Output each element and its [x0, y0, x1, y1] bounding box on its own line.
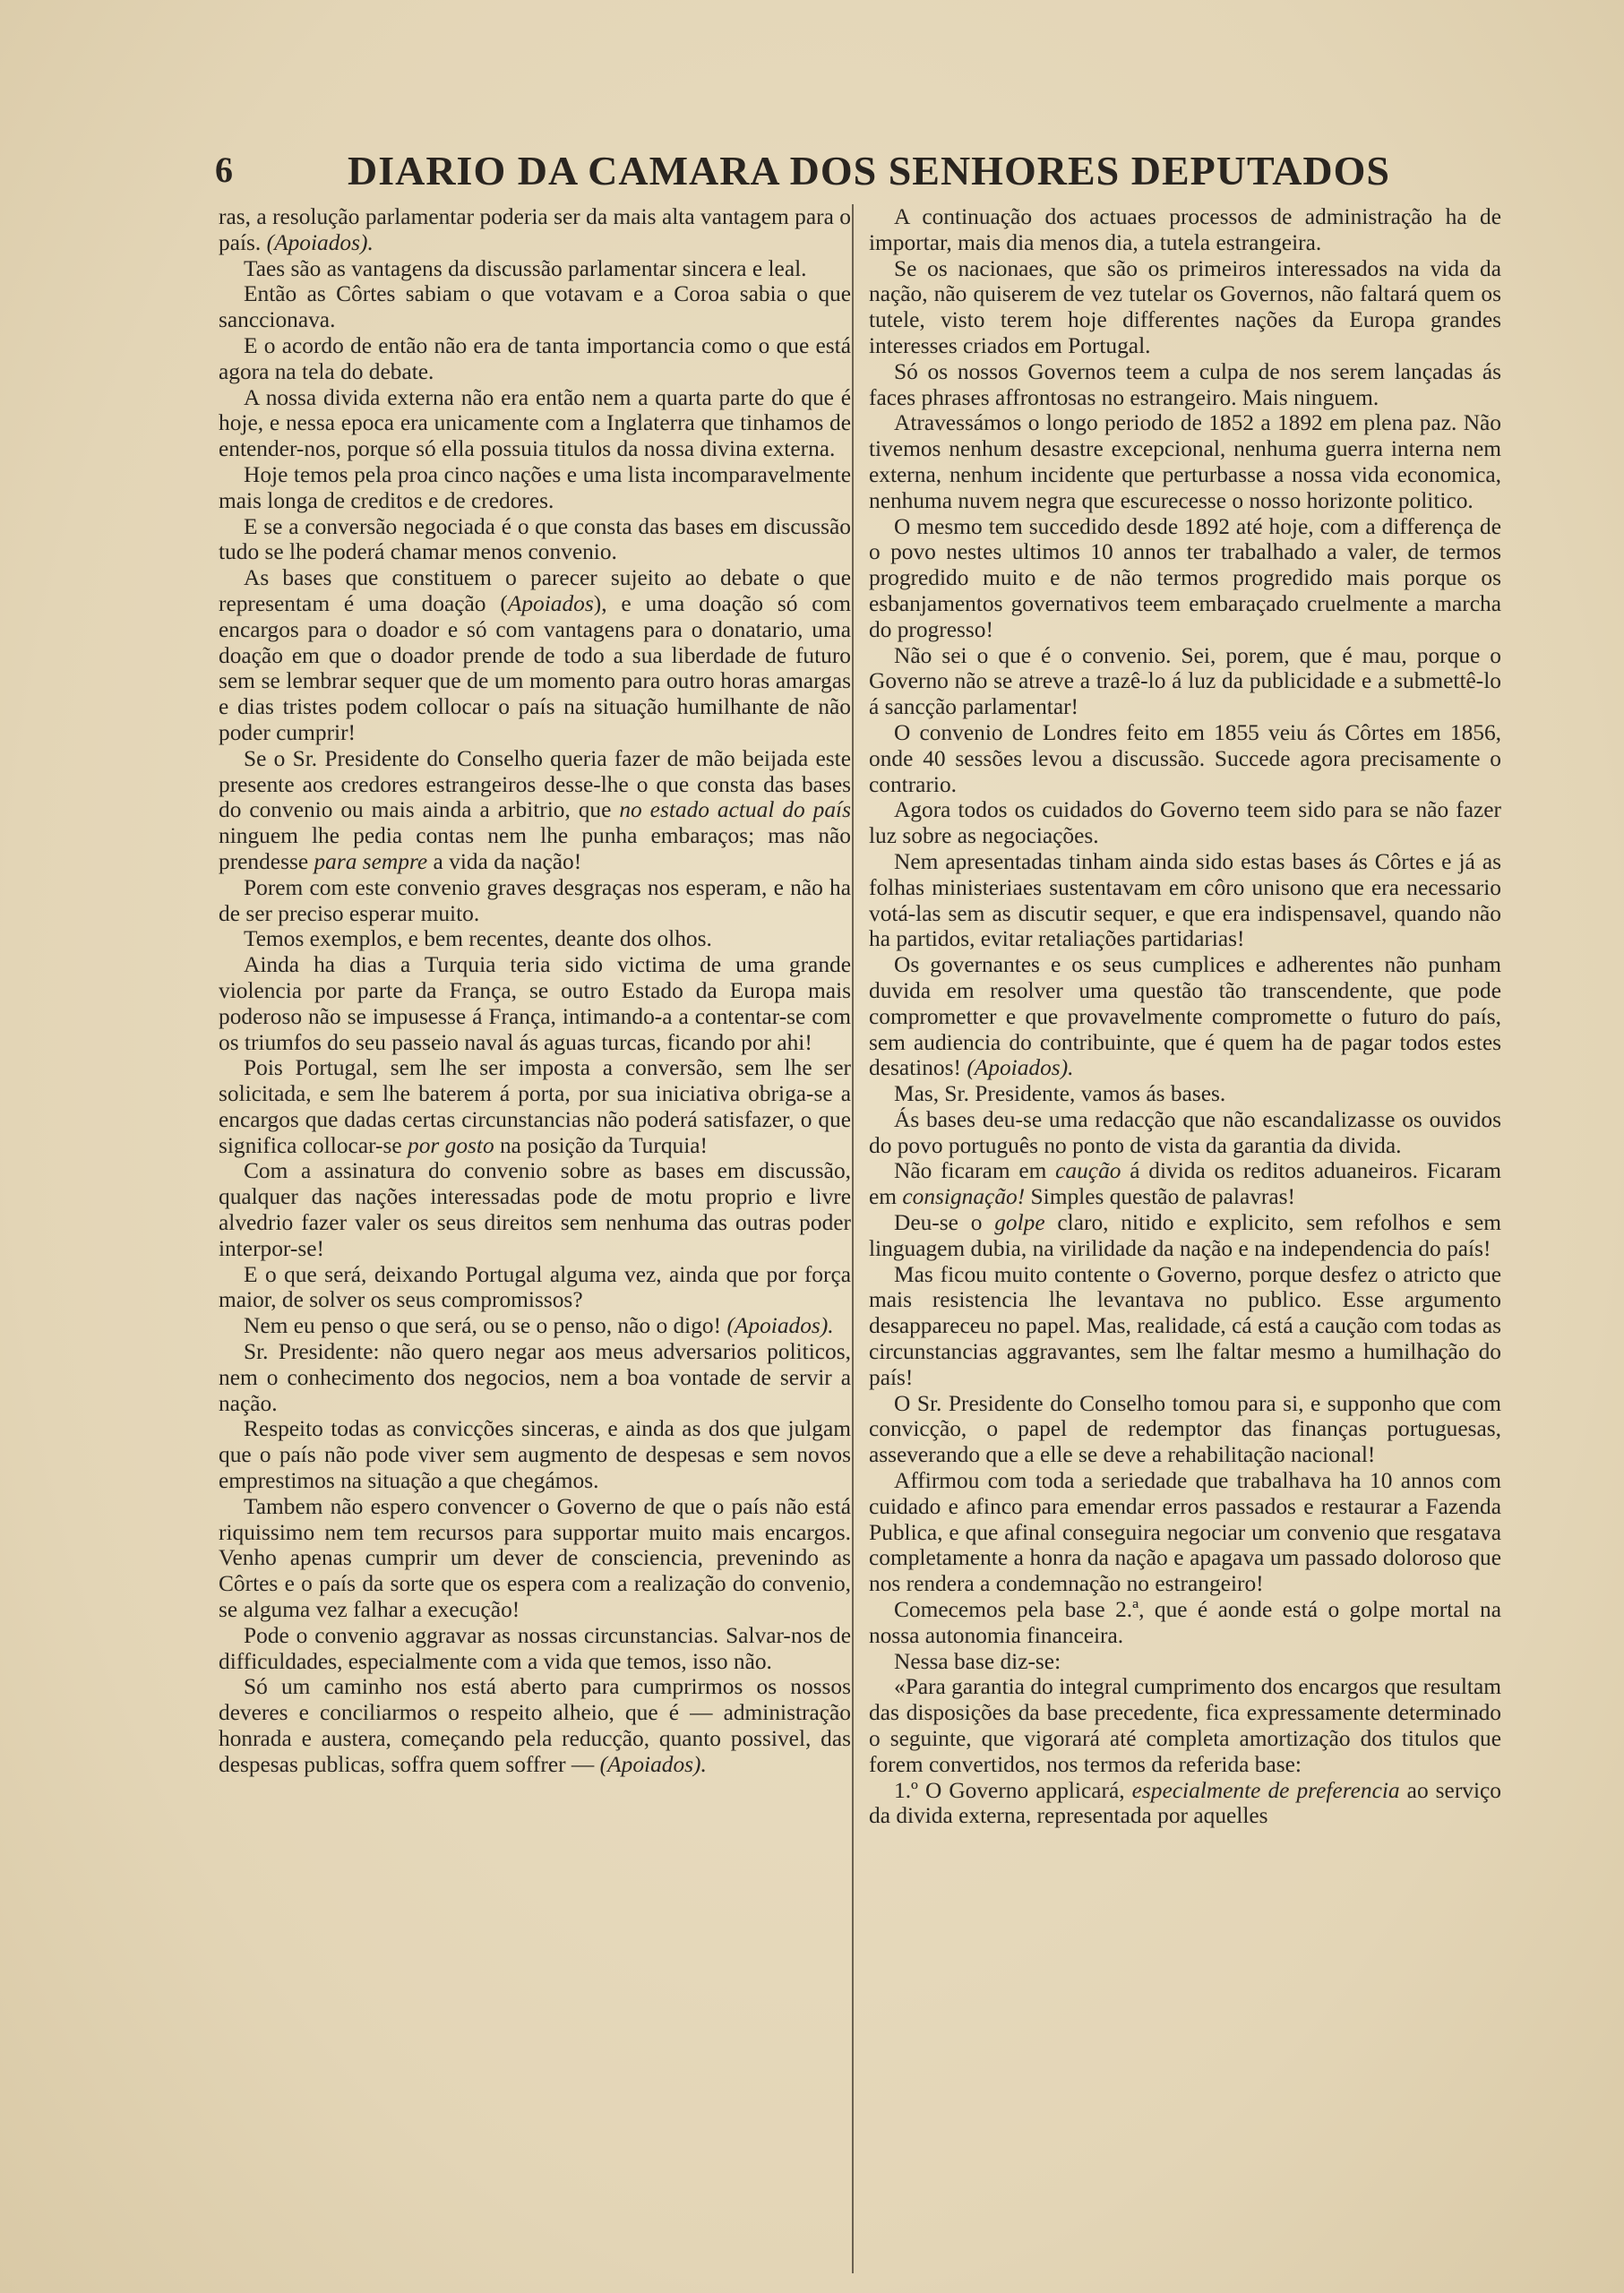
paragraph-text: Nem apresentadas tinham ainda sido estas bases ás Côrtes e já as folhas ministeriaes sustentavam em côro unisono que era necessario votá-las sem as discutir sequer, e que era indispensavel, quando não ha partidos, evitar retaliações partidarias!	[869, 848, 1501, 952]
paragraph	[219, 1623, 851, 1675]
italic-text: (Apoiados).	[266, 229, 374, 255]
paragraph-text: ninguem lhe pedia contas nem lhe punha embaraços; mas não prendesse	[219, 823, 851, 874]
running-title: DIARIO DA CAMARA DOS SENHORES DEPUTADOS	[347, 148, 1391, 193]
italic-text: (Apoiados).	[726, 1313, 834, 1339]
right-column	[869, 204, 1501, 1829]
paragraph	[219, 1262, 851, 1314]
paragraph-text: 1.º O Governo applicará,	[894, 1777, 1132, 1803]
paragraph	[219, 875, 851, 927]
paragraph-text: Respeito todas as convicções sinceras, e ainda as dos que julgam que o país não pode viver sem augmento de despesas e sem novos emprestimos na situação a que chegámos.	[219, 1416, 851, 1494]
paragraph-text: Porem com este convenio graves desgraças nos esperam, e não ha de ser preciso esperar muito.	[219, 874, 851, 926]
paragraph-text: a vida da nação!	[427, 848, 582, 874]
italic-text: caução	[1055, 1158, 1121, 1184]
paragraph-text: Os governantes e os seus cumplices e adherentes não punham duvida em resolver uma questão tão transcendente, que pode comprometter e que provavelmente compromette o futuro do país, sem audiencia do contribuinte, que é quem ha de pagar todos estes desatinos!	[869, 952, 1501, 1081]
paragraph	[219, 256, 851, 282]
italic-text: golpe	[994, 1210, 1045, 1236]
italic-text: no estado actual do país	[619, 797, 851, 823]
paragraph	[219, 746, 851, 875]
paragraph-text: Pois Portugal, sem lhe ser imposta a conversão, sem lhe ser solicitada, e sem lhe baterem á porta, por sua iniciativa obriga-se a encargos que dadas certas circunstancias não poderá satisfazer, o que significa collocar-se	[219, 1055, 851, 1158]
paragraph	[869, 797, 1501, 849]
paragraph	[869, 1107, 1501, 1159]
paragraph	[219, 385, 851, 462]
paragraph	[219, 462, 851, 514]
paragraph	[219, 926, 851, 952]
paragraph-text: Atravessámos o longo periodo de 1852 a 1892 em plena paz. Não tivemos nenhum desastre excepcional, nenhuma guerra interna nem externa, nenhum incidente que perturbasse a nossa vida economica, nenhuma nuvem negra que escurecesse o nosso horizonte politico.	[869, 410, 1501, 513]
paragraph	[869, 1158, 1501, 1210]
paragraph-text: Taes são as vantagens da discussão parlamentar sincera e leal.	[244, 255, 807, 281]
paragraph-text: claro, nitido e explicito, sem refolhos e sem linguagem dubia, na virilidade da nação e na independencia do país!	[869, 1210, 1501, 1261]
paragraph	[219, 565, 851, 746]
paragraph	[219, 952, 851, 1055]
paragraph	[219, 1055, 851, 1158]
paragraph	[869, 1468, 1501, 1597]
paragraph-text: Tambem não espero convencer o Governo de que o país não está riquissimo nem tem recursos para supportar muito mais encargos. Venho apenas cumprir um dever de consciencia, prevenindo as Côrtes e o país da sorte que os espera com a realização do convenio, se alguma vez falhar a execução!	[219, 1493, 851, 1623]
paragraph-text: Se o Sr. Presidente do Conselho queria fazer de mão beijada este presente aos credores estrangeiros desse-lhe o que consta das bases do convenio ou mais ainda a arbitrio, que	[219, 745, 851, 823]
paragraph	[869, 1778, 1501, 1830]
paragraph	[219, 1494, 851, 1623]
column-divider	[852, 204, 854, 2273]
left-column	[219, 204, 851, 1778]
paragraph-text: Ás bases deu-se uma redacção que não escandalizasse os ouvidos do povo português no ponto de vista da garantia da divida.	[869, 1106, 1501, 1158]
paragraph	[869, 1262, 1501, 1391]
paragraph	[219, 1313, 851, 1339]
paragraph	[869, 514, 1501, 643]
italic-text: (Apoiados).	[599, 1751, 707, 1777]
paragraph-text: Ainda ha dias a Turquia teria sido victima de uma grande violencia por parte da França, se outro Estado da Europa mais poderoso não se impusesse á França, intimando-a a contentar-se com os triumfos do seu passeio naval ás aguas turcas, ficando por ahi!	[219, 952, 851, 1055]
paragraph	[869, 1674, 1501, 1777]
paragraph	[869, 1597, 1501, 1649]
paragraph	[219, 1674, 851, 1777]
paragraph	[219, 514, 851, 566]
paragraph	[869, 952, 1501, 1081]
paragraph-text: «Para garantia do integral cumprimento dos encargos que resultam das disposições da base precedente, fica expressamente determinado o seguinte, que vigorará até completa amortização dos titulos que forem convertidos, nos termos da referida base:	[869, 1674, 1501, 1777]
paragraph	[869, 849, 1501, 952]
italic-text: por gosto	[408, 1132, 494, 1158]
italic-text: (Apoiados).	[967, 1055, 1074, 1081]
paragraph-text: ), e uma doação só com encargos para o doador e só com vantagens para o donatario, uma doação em que o doador prende de todo a sua liberdade de futuro sem se lembrar sequer que de um momento para outro horas amargas e dias tristes podem collocar o país na situação humilhante de não poder cumprir!	[219, 590, 851, 745]
paragraph-text: Simples questão de palavras!	[1025, 1184, 1295, 1210]
paragraph-text: ras, a resolução parlamentar poderia ser da mais alta vantagem para o país.	[219, 204, 851, 255]
page-number: 6	[215, 150, 233, 190]
paragraph	[219, 1416, 851, 1493]
paragraph	[869, 720, 1501, 797]
paragraph-text: O mesmo tem succedido desde 1892 até hoje, com a differença de o povo nestes ultimos 10 annos ter trabalhado a valer, de termos progredido muito e de não termos progredido mais porque os esbanjamentos governativos teem embaraçado cruelmente a marcha do progresso!	[869, 513, 1501, 642]
paragraph-text: Mas ficou muito contente o Governo, porque desfez o atricto que mais resistencia lhe levantava no publico. Esse argumento desappareceu no papel. Mas, realidade, cá está a caução com todas as circunstancias aggravantes, sem lhe faltar mesmo a humilhação do país!	[869, 1261, 1501, 1390]
italic-text: Apoiados	[507, 590, 594, 616]
paragraph-text: Comecemos pela base 2.ª, que é aonde está o golpe mortal na nossa autonomia financeira.	[869, 1597, 1501, 1648]
paragraph-text: Com a assinatura do convenio sobre as bases em discussão, qualquer das nações interessadas pode de motu proprio e livre alvedrio fazer valer os seus direitos sem nenhuma das outras poder interpor-se!	[219, 1158, 851, 1261]
paragraph-text: O Sr. Presidente do Conselho tomou para si, e supponho que com convicção, o papel de redemptor das finanças portuguesas, asseverando que a elle se deve a rehabilitação nacional!	[869, 1390, 1501, 1468]
paragraph	[869, 1391, 1501, 1468]
paragraph	[869, 359, 1501, 411]
paragraph-text: A continuação dos actuaes processos de administração ha de importar, mais dia menos dia, a tutela estrangeira.	[869, 204, 1501, 255]
paragraph-text: Se os nacionaes, que são os primeiros interessados na vida da nação, não quiserem de vez tutelar os Governos, não faltará quem os tutele, visto terem hoje differentes nações da Europa grandes interesses criados em Portugal.	[869, 255, 1501, 358]
paragraph	[219, 1339, 851, 1416]
paragraph-text: Temos exemplos, e bem recentes, deante dos olhos.	[244, 926, 712, 952]
paragraph	[219, 333, 851, 385]
paragraph-text: Pode o convenio aggravar as nossas circunstancias. Salvar-nos de difficuldades, especialmente com a vida que temos, isso não.	[219, 1622, 851, 1674]
paragraph-text: Deu-se o	[894, 1210, 995, 1236]
italic-text: especialmente de preferencia	[1131, 1777, 1400, 1803]
paragraph-text: E se a conversão negociada é o que consta das bases em discussão tudo se lhe poderá chamar menos convenio.	[219, 513, 851, 565]
paragraph-text: Hoje temos pela proa cinco nações e uma lista incomparavelmente mais longa de creditos e de credores.	[219, 461, 851, 513]
paragraph-text: A nossa divida externa não era então nem a quarta parte do que é hoje, e nessa epoca era unicamente com a Inglaterra que tinhamos de entender-nos, porque só ella possuia titulos da nossa divina externa.	[219, 384, 851, 462]
italic-text: para sempre	[314, 848, 428, 874]
paragraph-text: Só os nossos Governos teem a culpa de nos serem lançadas ás faces phrases affrontosas no estrangeiro. Mais ninguem.	[869, 358, 1501, 410]
paragraph-text: Nessa base diz-se:	[894, 1648, 1061, 1674]
paragraph-text: Sr. Presidente: não quero negar aos meus adversarios politicos, nem o conhecimento dos negocios, nem a boa vontade de servir a nação.	[219, 1339, 851, 1416]
paragraph-text: Só um caminho nos está aberto para cumprirmos os nossos deveres e conciliarmos o respeito alheio, que é — administração honrada e austera, começando pela reducção, quanto possivel, das despesas publicas, soffra quem soffrer —	[219, 1674, 851, 1777]
paragraph	[219, 1158, 851, 1261]
paragraph	[869, 1210, 1501, 1262]
paragraph-text: na posição da Turquia!	[494, 1132, 708, 1158]
page-header	[215, 143, 1523, 197]
paragraph-text: Não ficaram em	[894, 1158, 1056, 1184]
paragraph	[869, 1081, 1501, 1107]
paragraph	[869, 1649, 1501, 1675]
paragraph-text: As bases que constituem o parecer sujeito ao debate o que representam é uma doação (	[219, 565, 851, 616]
paragraph-text: Nem eu penso o que será, ou se o penso, não o digo!	[244, 1313, 727, 1339]
paragraph-text: Não sei o que é o convenio. Sei, porem, que é mau, porque o Governo não se atreve a trazê-lo á luz da publicidade e a submettê-lo á sancção parlamentar!	[869, 642, 1501, 720]
paragraph-text: Agora todos os cuidados do Governo teem sido para se não fazer luz sobre as negociações.	[869, 797, 1501, 849]
paragraph	[869, 204, 1501, 256]
paragraph	[869, 256, 1501, 359]
paragraph-text: O convenio de Londres feito em 1855 veiu ás Côrtes em 1856, onde 40 sessões levou a discussão. Succede agora precisamente o contrario.	[869, 719, 1501, 797]
paragraph-text: Mas, Sr. Presidente, vamos ás bases.	[894, 1081, 1226, 1107]
paragraph	[869, 410, 1501, 513]
paragraph-text: á divida os reditos aduaneiros. Ficaram em	[869, 1158, 1501, 1210]
paragraph-text: E o acordo de então não era de tanta importancia como o que está agora na tela do debate.	[219, 332, 851, 384]
paragraph	[219, 281, 851, 333]
paragraph-text: Então as Côrtes sabiam o que votavam e a Coroa sabia o que sanccionava.	[219, 281, 851, 333]
paragraph	[219, 204, 851, 256]
paragraph-text: ao serviço da divida externa, representada por aquelles	[869, 1777, 1502, 1829]
paragraph-text: E o que será, deixando Portugal alguma vez, ainda que por força maior, de solver os seus compromissos?	[219, 1261, 851, 1313]
italic-text: consignação!	[902, 1184, 1026, 1210]
paragraph-text: Affirmou com toda a seriedade que trabalhava ha 10 annos com cuidado e afinco para emendar erros passados e restaurar a Fazenda Publica, e que afinal conseguira negociar um convenio que resgatava completamente a honra da nação e apagava um passado doloroso que nos rendera a condemnação no estrangeiro!	[869, 1468, 1501, 1597]
paragraph	[869, 643, 1501, 720]
